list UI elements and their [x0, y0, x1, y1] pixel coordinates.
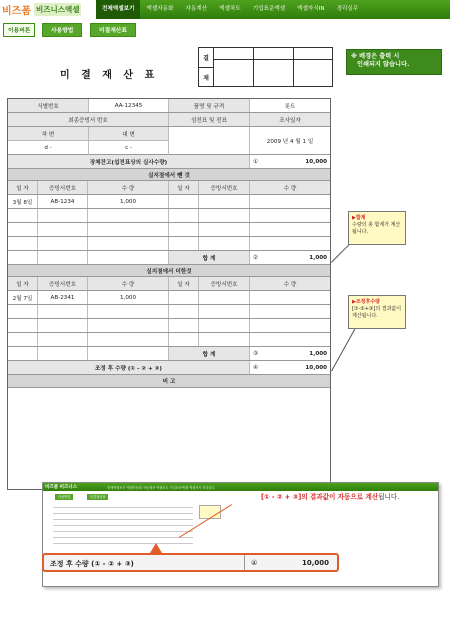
- slip-value[interactable]: [169, 127, 250, 154]
- table-cell[interactable]: [199, 223, 250, 236]
- debit-value[interactable]: d -: [8, 141, 89, 155]
- thumb-ledger-button: 미결재산표: [87, 494, 108, 500]
- table-cell[interactable]: [8, 347, 38, 360]
- table-cell[interactable]: [88, 237, 169, 250]
- plus-row-doc[interactable]: AB-2341: [38, 291, 88, 304]
- table-cell[interactable]: [169, 291, 199, 304]
- table-cell[interactable]: [199, 305, 250, 318]
- table-cell[interactable]: [8, 237, 38, 250]
- zoom-mark: ④: [251, 559, 258, 567]
- nav-item-excel-automation[interactable]: 엑셀자동화: [146, 6, 174, 12]
- adjusted-callout: [348, 295, 406, 329]
- sum-callout: [348, 211, 406, 245]
- id-value[interactable]: AA-12345: [89, 99, 169, 112]
- sum-callout-title: ▶합계: [352, 215, 366, 221]
- table-row: [8, 291, 330, 305]
- minus-col-date-2: 일 자: [169, 181, 199, 194]
- print-notice-line2: 인쇄되지 않습니다.: [357, 61, 410, 68]
- minus-sum-mark: ②: [253, 254, 259, 261]
- debit-header: 차 변: [8, 127, 89, 141]
- ledger-sheet-button[interactable]: 미결재산표: [90, 23, 136, 37]
- table-row: [8, 305, 330, 319]
- balance-value[interactable]: 10,000: [305, 158, 327, 165]
- zoom-arrow-icon: [150, 543, 162, 553]
- adjusted-callout-body: [①-②+③]의 결과값이 계산됩니다.: [352, 306, 402, 319]
- table-cell[interactable]: [88, 347, 169, 360]
- table-cell[interactable]: [199, 291, 250, 304]
- item-value[interactable]: 롯트: [284, 103, 296, 110]
- table-cell[interactable]: [169, 223, 199, 236]
- plus-sum-value[interactable]: 1,000: [309, 350, 327, 357]
- plus-section-title: 실지점에서 더한것: [146, 268, 192, 275]
- approval-cell[interactable]: [294, 48, 332, 86]
- approval-label-top: 결: [199, 48, 214, 68]
- table-cell[interactable]: [169, 195, 199, 208]
- balance-mark: ①: [253, 158, 259, 165]
- table-row: [8, 237, 330, 251]
- minus-col-doc: 증빙서번호: [38, 181, 88, 194]
- zoom-label: 조정 후 수량 (① - ② + ③): [50, 560, 134, 568]
- slip-header: 섬전표 및 전표: [169, 113, 250, 126]
- table-cell[interactable]: [38, 305, 88, 318]
- table-cell[interactable]: [8, 251, 38, 264]
- table-cell[interactable]: [199, 237, 250, 250]
- nav-item-excel-chart[interactable]: 엑셀차트: [219, 6, 241, 12]
- thumb-table-line: [53, 519, 193, 520]
- logo-sub-text: 비즈니스엑셀: [35, 5, 80, 14]
- table-cell[interactable]: [199, 319, 250, 332]
- table-cell[interactable]: [169, 237, 199, 250]
- top-nav-bar: [0, 0, 450, 19]
- main-nav: [96, 0, 364, 19]
- minus-row-date[interactable]: 3월 8일: [8, 195, 38, 208]
- minus-row-qty[interactable]: 1,000: [88, 195, 169, 208]
- plus-col-date: 일 자: [8, 277, 38, 290]
- zoomed-adjusted-row: [42, 553, 339, 572]
- table-cell[interactable]: [199, 333, 250, 346]
- sum-callout-pointer: [331, 244, 349, 262]
- minus-sum-value[interactable]: 1,000: [309, 254, 327, 261]
- zoom-value: 10,000: [301, 559, 329, 567]
- remarks-area[interactable]: [8, 388, 330, 489]
- approval-label-bottom: 재: [199, 67, 214, 87]
- table-row: [8, 319, 330, 333]
- thumb-table-line: [53, 543, 193, 544]
- thumb-caption: [261, 491, 399, 501]
- id-header: 식별번호: [8, 99, 89, 112]
- table-cell[interactable]: [169, 305, 199, 318]
- sub-button-row: [0, 21, 450, 39]
- table-cell[interactable]: [169, 333, 199, 346]
- table-cell[interactable]: [38, 333, 88, 346]
- usage-buttons-label: 이용버튼: [3, 23, 35, 37]
- nav-item-auto-calc[interactable]: 자동계산: [185, 6, 208, 12]
- date-value[interactable]: 2009 년 4 월 1 일: [266, 138, 314, 145]
- remarks-header: 비 고: [162, 379, 176, 385]
- approval-cell[interactable]: [254, 48, 294, 86]
- usage-guide-button[interactable]: 사용방법: [42, 23, 82, 37]
- thumb-tabs: 전체엑셀보기 엑셀자동화 자동계산 엑셀차트 기업표준엑셀 엑셀자식 경리실무: [107, 486, 215, 490]
- table-cell[interactable]: [38, 237, 88, 250]
- approval-divider: [214, 59, 332, 60]
- print-notice: [346, 49, 442, 75]
- credit-header: 대 변: [89, 127, 169, 141]
- table-cell[interactable]: [88, 319, 169, 332]
- table-cell[interactable]: [199, 209, 250, 222]
- thumb-table-line: [53, 531, 193, 532]
- plus-sum-label: 합 계: [169, 347, 250, 360]
- table-cell[interactable]: [38, 209, 88, 222]
- adjusted-qty-mark: ④: [253, 364, 259, 371]
- minus-section-title: 실지점에서 뺀 것: [148, 172, 190, 179]
- adjusted-qty-label: 조정 후 수량 (① - ② + ③): [8, 361, 250, 374]
- table-cell[interactable]: [38, 223, 88, 236]
- final-doc-header: 최종증빙서 번호: [8, 113, 169, 126]
- balance-label: 장체잔고(섭전표상의 실사수량): [8, 155, 250, 168]
- table-cell[interactable]: [8, 333, 38, 346]
- nav-item-all-excel[interactable]: 전체엑셀보기: [96, 0, 140, 19]
- table-cell[interactable]: [8, 209, 38, 222]
- minus-col-date: 일 자: [8, 181, 38, 194]
- table-cell[interactable]: [8, 305, 38, 318]
- sum-callout-body: 수량의 총 합계가 계산됩니다.: [352, 222, 401, 235]
- item-header: 품명 및 규격: [169, 99, 250, 112]
- table-row: [8, 223, 330, 237]
- print-notice-line1: ※ 배경은 출력 시: [351, 53, 400, 60]
- table-row: [8, 333, 330, 347]
- thumb-table-line: [53, 507, 193, 508]
- plus-col-doc: 증빙서번호: [38, 277, 88, 290]
- thumb-caption-end: 됩니다.: [378, 493, 400, 501]
- zoom-divider: [244, 555, 245, 570]
- minus-col-doc-2: 증빙서번호: [199, 181, 250, 194]
- approval-box: [198, 47, 333, 87]
- thumb-caption-highlight: 자동으로 계산: [337, 493, 379, 501]
- minus-col-qty: 수 량: [88, 181, 169, 194]
- table-cell[interactable]: [88, 209, 169, 222]
- minus-col-qty-2: 수 량: [283, 185, 297, 192]
- plus-col-date-2: 일 자: [169, 277, 199, 290]
- brand-logo[interactable]: [0, 0, 96, 19]
- table-cell[interactable]: [88, 223, 169, 236]
- nav-item-excel-knowledge[interactable]: 엑셀자식IN: [297, 6, 325, 12]
- table-cell[interactable]: [38, 251, 88, 264]
- plus-col-doc-2: 증빙서번호: [199, 277, 250, 290]
- thumb-table-line: [53, 525, 193, 526]
- thumb-table-line: [53, 513, 193, 514]
- table-cell[interactable]: [88, 251, 169, 264]
- plus-row-qty[interactable]: 1,000: [88, 291, 169, 304]
- table-row: [8, 209, 330, 223]
- thumb-usage-button: 사용방법: [55, 494, 73, 500]
- thumb-logo: 비즈폼 비즈니스: [45, 485, 77, 490]
- minus-row-doc[interactable]: AB-1234: [38, 195, 88, 208]
- thumb-table-line: [53, 537, 193, 538]
- thumb-nav-bar: [43, 483, 439, 491]
- table-cell[interactable]: [38, 347, 88, 360]
- page-title: 미 결 재 산 표: [60, 70, 159, 81]
- plus-col-qty-2: 수 량: [283, 281, 297, 288]
- ledger-table: [7, 98, 331, 490]
- nav-item-standard-excel[interactable]: 기업표준엑셀: [252, 6, 286, 12]
- plus-row-date[interactable]: 2월 7일: [8, 291, 38, 304]
- minus-sum-label: 합 계: [169, 251, 250, 264]
- table-cell[interactable]: [8, 319, 38, 332]
- table-cell[interactable]: [169, 319, 199, 332]
- plus-col-qty: 수 량: [88, 277, 169, 290]
- table-cell[interactable]: [88, 305, 169, 318]
- credit-value[interactable]: c -: [89, 141, 169, 155]
- nav-item-accounting[interactable]: 경리실무: [336, 6, 359, 12]
- plus-sum-mark: ③: [253, 350, 259, 357]
- adjusted-qty-value[interactable]: 10,000: [305, 364, 327, 371]
- table-cell[interactable]: [38, 319, 88, 332]
- table-cell[interactable]: [250, 195, 330, 208]
- logo-main-text: 비즈폼: [2, 6, 31, 17]
- table-cell[interactable]: [169, 209, 199, 222]
- table-cell[interactable]: [8, 223, 38, 236]
- date-header: 조사일자: [250, 113, 330, 126]
- adjusted-callout-title: ▶조정후수량: [352, 299, 380, 305]
- table-cell[interactable]: [88, 333, 169, 346]
- thumb-caption-formula: [① - ② + ③]의 결과값이: [261, 493, 338, 501]
- table-row: [8, 195, 330, 209]
- table-cell[interactable]: [199, 195, 250, 208]
- approval-cell[interactable]: [214, 48, 254, 86]
